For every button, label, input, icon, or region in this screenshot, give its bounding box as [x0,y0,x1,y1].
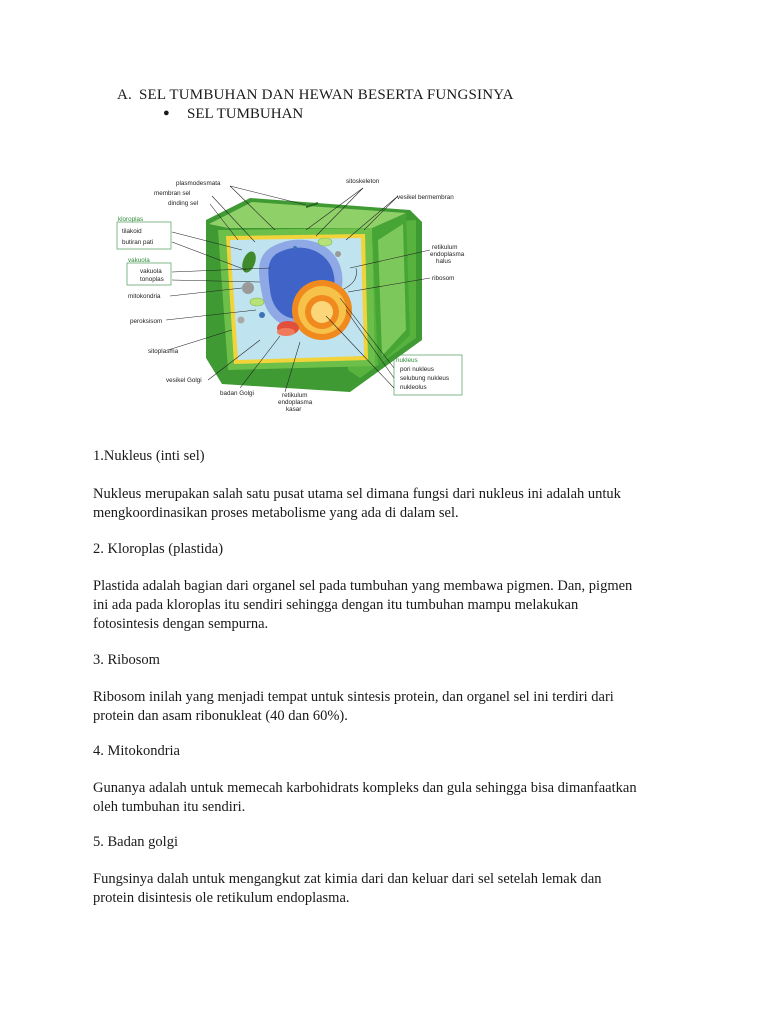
label-retikulum-halus: halus [436,258,452,265]
subheading-text: SEL TUMBUHAN [187,106,304,122]
label-retikulum-kasar: endoplasma [278,399,313,406]
section-heading [117,87,514,104]
label-peroksisom: peroksisom [130,318,163,325]
peroxisome [259,312,265,318]
label-nukleus-group: nukleus [396,357,418,364]
label-retikulum-kasar: kasar [286,406,302,413]
label-vesikel-golgi: vesikel Golgi [166,377,202,384]
mitochondrion [242,282,254,294]
label-mitokondria: mitokondria [128,293,161,300]
heading-letter: A. [117,87,132,103]
label-ribosom: ribosom [432,275,455,282]
label-butiran-pati: butiran pati [122,239,154,246]
label-retikulum-halus: retikulum [432,244,458,251]
section-ribosom [93,651,693,726]
section-body-line: Gunanya adalah untuk memecah karbohidrats kompleks dan gula sehingga bisa dimanfaatkan [93,780,637,796]
label-membran-sel: membran sel [154,190,191,197]
section-body-line: Nukleus merupakan salah satu pusat utama sel dimana fungsi dari nukleus ini adalah untuk [93,486,621,502]
subheading [163,106,303,123]
section-kloroplas [93,540,693,634]
label-nukleolus: nukleolus [400,384,427,391]
section-title: 5. Badan golgi [93,834,178,850]
section-body-line: fotosintesis dengan sempurna. [93,616,269,632]
section-title: 2. Kloroplas (plastida) [93,541,224,557]
section-mitokondria [93,742,693,817]
label-sitoskeleton: sitoskeleton [346,178,380,185]
section-body-line: Fungsinya dalah untuk mengangkut zat kimia dari dan keluar dari sel setelah lemak dan [93,871,602,887]
section-title: 4. Mitokondria [93,743,180,759]
label-sitoplasma: sitoplasma [148,348,179,355]
label-retikulum-halus: endoplasma [430,251,465,258]
section-badan-golgi [93,833,693,908]
section-title: 1.Nukleus (inti sel) [93,448,205,464]
section-body-line: oleh tumbuhan itu sendiri. [93,799,246,815]
plant-cell-diagram [110,170,470,415]
label-vakuola: vakuola [140,268,162,275]
label-retikulum-kasar: retikulum [282,392,308,399]
label-tonoplas: tonoplas [140,276,164,283]
label-tilakoid: tilakoid [122,228,142,235]
heading-text: SEL TUMBUHAN DAN HEWAN BESERTA FUNGSINYA [139,87,514,103]
section-body-line: protein dan asam ribonukleat (40 dan 60%). [93,708,348,724]
label-badan-golgi: badan Golgi [220,390,254,397]
bullet-icon: ● [163,107,170,119]
section-title: 3. Ribosom [93,652,160,668]
section-body-line: ini ada pada kloroplas itu sendiri sehingga dengan itu tumbuhan mampu melakukan [93,597,579,613]
label-vakuola-group: vakuola [128,257,150,264]
label-plasmodesmata: plasmodesmata [176,180,221,187]
section-body-line: protein disintesis ole retikulum endoplasma. [93,890,350,906]
label-pori-nukleus: pori nukleus [400,366,434,373]
label-selubung-nukleus: selubung nukleus [400,375,450,382]
section-body-line: Ribosom inilah yang menjadi tempat untuk sintesis protein, dan organel sel ini terdiri dari [93,689,614,705]
label-vesikel-bermembran: vesikel bermembran [397,194,454,201]
section-body-line: Plastida adalah bagian dari organel sel pada tumbuhan yang membawa pigmen. Dan, pigmen [93,578,633,594]
label-kloroplas: kloroplas [118,216,144,223]
section-nukleus [93,447,693,523]
label-dinding-sel: dinding sel [168,200,199,207]
chloroplast [250,298,264,306]
section-body-line: mengkoordinasikan proses metabolisme yang ada di dalam sel. [93,505,459,521]
